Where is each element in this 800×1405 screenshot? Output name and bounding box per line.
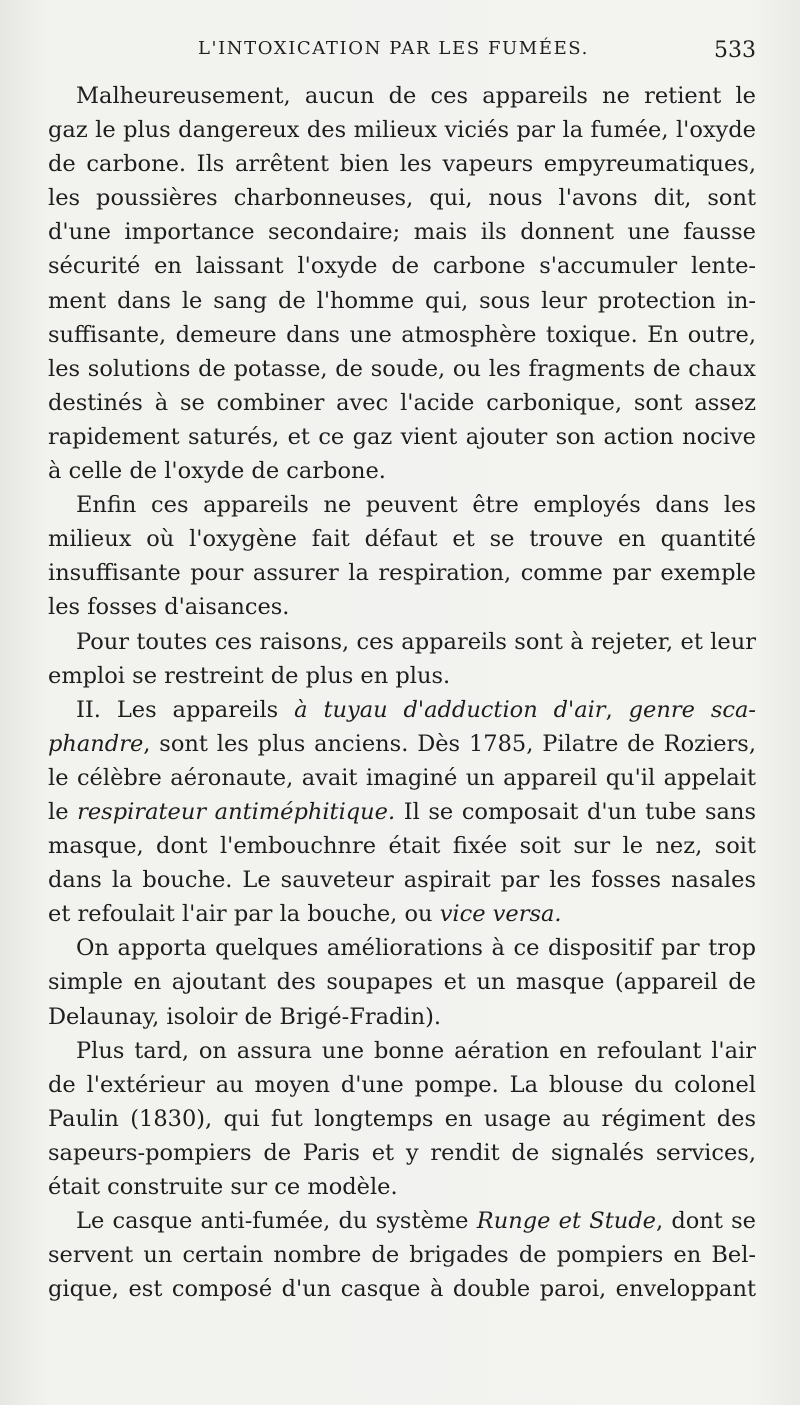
text-line [48, 590, 756, 624]
text-line [48, 829, 756, 863]
italic-text: vice versa. [439, 901, 562, 928]
text-line [48, 897, 756, 931]
text-line [48, 1068, 756, 1102]
line-text: dans la bouche. Le sauveteur aspirait par les fosses nasales [48, 867, 756, 894]
text-line [48, 1034, 756, 1068]
line-text: suffisante, demeure dans une atmosphère toxique. En outre, [48, 321, 756, 348]
line-text: Malheureusement, aucun de ces appareils ne retient le [76, 83, 756, 109]
text-line [48, 931, 756, 965]
text-line [48, 1000, 756, 1034]
italic-text: phandre [48, 730, 144, 757]
line-text: les poussières charbonneuses, qui, nous l'avons dit, sont [48, 185, 756, 212]
line-text: ment dans le sang de l'homme qui, sous leur protection in- [48, 287, 756, 314]
text-line [48, 488, 756, 522]
italic-text: respirateur antiméphitique. [77, 798, 396, 825]
line-text: , dont se [655, 1208, 756, 1235]
text-line [48, 965, 756, 999]
line-text: les fosses d'aisances. [48, 594, 290, 621]
line-text: , [605, 696, 629, 723]
line-text: sécurité en laissant l'oxyde de carbone s'accumuler lente- [48, 253, 756, 280]
line-text: Pour toutes ces raisons, ces appareils sont à rejeter, et leur [76, 628, 756, 655]
line-text: Enfin ces appareils ne peuvent être employés dans les [76, 492, 756, 519]
line-text: destinés à se combiner avec l'acide carbonique, sont assez [48, 389, 756, 416]
text-line [48, 454, 756, 488]
text-line [48, 284, 756, 318]
line-text: de carbone. Ils arrêtent bien les vapeurs empyreumatiques, [48, 151, 756, 178]
line-text: sapeurs-pompiers de Paris et y rendit de signalés services, [48, 1139, 756, 1166]
text-line [48, 863, 756, 897]
line-text: Il se composait d'un tube sans [395, 798, 756, 825]
line-text: emploi se restreint de plus en plus. [48, 662, 451, 689]
text-line [48, 556, 756, 590]
text-line [48, 1136, 756, 1170]
italic-text: Runge et Stude [476, 1208, 656, 1235]
page-number: 533 [714, 38, 756, 63]
line-text: Paulin (1830), qui fut longtemps en usage au régiment des [48, 1105, 756, 1132]
text-line [48, 1204, 756, 1238]
text-line [48, 420, 756, 454]
line-text: milieux où l'oxygène fait défaut et se trouve en quantité [48, 526, 756, 553]
line-text: les solutions de potasse, de soude, ou les fragments de chaux [48, 355, 756, 382]
line-text: gaz le plus dangereux des milieux viciés par la fumée, l'oxyde [48, 117, 756, 144]
text-line [48, 693, 756, 727]
body-text [48, 79, 756, 1306]
line-text: gique, est composé d'un casque à double paroi, enveloppant [48, 1276, 756, 1303]
line-text: simple en ajoutant des soupapes et un masque (appareil de [48, 969, 756, 996]
text-line [48, 522, 756, 556]
line-text: d'une importance secondaire; mais ils donnent une fausse [48, 219, 756, 246]
running-title: L'INTOXICATION PAR LES FUMÉES. [198, 38, 589, 59]
text-line [48, 386, 756, 420]
text-line [48, 1272, 756, 1306]
line-text: servent un certain nombre de brigades de pompiers en Bel- [48, 1242, 756, 1269]
line-text: le [48, 798, 78, 825]
text-line [48, 1170, 756, 1204]
page-header [48, 34, 756, 74]
text-line [48, 79, 756, 113]
text-line [48, 215, 756, 249]
line-text: insuffisante pour assurer la respiration, comme par exemple [48, 560, 756, 587]
text-line [48, 625, 756, 659]
text-line [48, 659, 756, 693]
italic-text: à tuyau d'adduction d'air [294, 696, 606, 723]
italic-text: genre sca- [628, 696, 756, 723]
line-text: On apporta quelques améliorations à ce dispositif par trop [76, 935, 756, 962]
line-text: Delaunay, isoloir de Brigé-Fradin). [48, 1003, 442, 1030]
text-line [48, 318, 756, 352]
line-text: Plus tard, on assura une bonne aération en refoulant l'air [76, 1037, 756, 1064]
line-text: , sont les plus anciens. Dès 1785, Pilatre de Roziers, [143, 730, 756, 757]
text-line [48, 113, 756, 147]
line-text: et refoulait l'air par la bouche, ou [48, 901, 440, 928]
text-line [48, 761, 756, 795]
line-text: à celle de l'oxyde de carbone. [48, 458, 386, 485]
text-line [48, 181, 756, 215]
text-line [48, 727, 756, 761]
text-line [48, 147, 756, 181]
text-line [48, 352, 756, 386]
line-text: rapidement saturés, et ce gaz vient ajouter son action nocive [48, 423, 756, 450]
text-line [48, 1102, 756, 1136]
line-text: masque, dont l'embouchnre était fixée soit sur le nez, soit [48, 833, 756, 860]
line-text: le célèbre aéronaute, avait imaginé un appareil qu'il appelait [48, 764, 756, 791]
text-line [48, 1238, 756, 1272]
text-line [48, 249, 756, 283]
line-text: était construite sur ce modèle. [48, 1174, 398, 1200]
line-text: Le casque anti-fumée, du système [76, 1208, 477, 1235]
line-text: II. Les appareils [76, 696, 295, 723]
line-text: de l'extérieur au moyen d'une pompe. La blouse du colonel [48, 1071, 756, 1098]
text-line [48, 795, 756, 829]
